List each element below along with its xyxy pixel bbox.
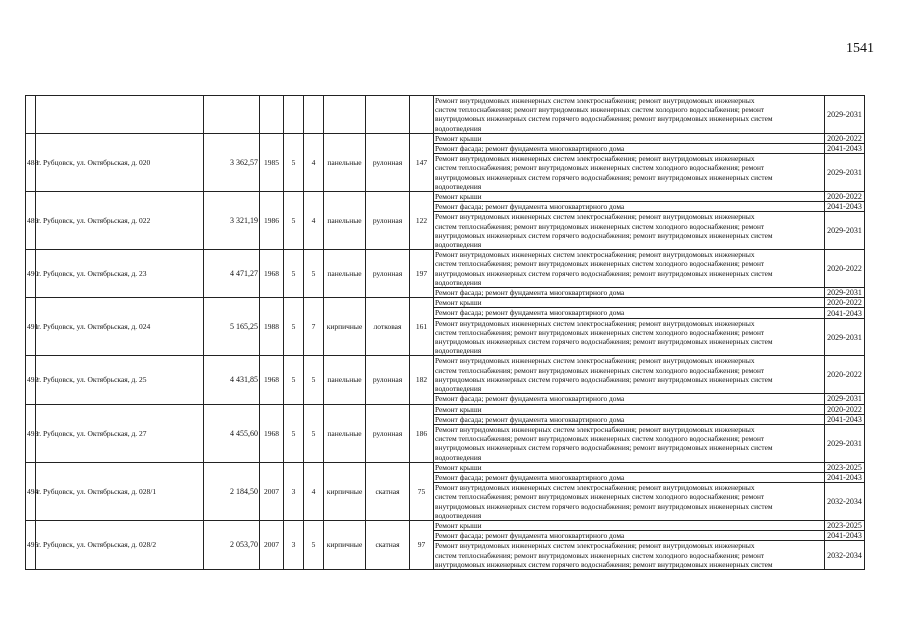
work-term: 2041-2043 xyxy=(825,414,865,424)
work-description xyxy=(434,318,825,356)
floors-cell: 5 xyxy=(284,404,304,462)
work-description xyxy=(434,404,825,414)
wall-material-cell: панельные xyxy=(324,192,366,250)
work-line: систем теплоснабжения; ремонт внутридомовых инженерных систем холодного водоснабжения; ремонт xyxy=(435,365,765,375)
floors-cell: 5 xyxy=(284,192,304,250)
work-term: 2041-2043 xyxy=(825,308,865,318)
page-number: 1541 xyxy=(846,41,874,56)
table-row xyxy=(26,404,865,414)
work-term: 2029-2031 xyxy=(825,154,865,192)
work-term: 2020-2022 xyxy=(825,298,865,308)
empty-cell xyxy=(284,96,304,134)
area-cell: 5 165,25 xyxy=(204,298,260,356)
work-line: Ремонт фасада; ремонт фундамента многоквартирного дома xyxy=(435,531,625,541)
work-description xyxy=(434,472,825,482)
work-description xyxy=(434,192,825,202)
work-line: Ремонт фасада; ремонт фундамента многоквартирного дома xyxy=(435,288,625,298)
entrances-cell: 5 xyxy=(304,356,324,404)
roof-type-cell: рулонная xyxy=(366,133,410,191)
work-description xyxy=(434,520,825,530)
work-line: систем теплоснабжения; ремонт внутридомовых инженерных систем холодного водоснабжения; ремонт xyxy=(435,550,765,560)
work-line: Ремонт внутридомовых инженерных систем электроснабжения; ремонт внутридомовых инженерных xyxy=(435,424,755,434)
wall-material-cell: кирпичные xyxy=(324,462,366,520)
area-cell: 2 184,50 xyxy=(204,462,260,520)
work-description xyxy=(434,133,825,143)
work-description xyxy=(434,202,825,212)
work-term: 2041-2043 xyxy=(825,472,865,482)
work-term: 2029-2031 xyxy=(825,424,865,462)
work-line: Ремонт внутридомовых инженерных систем электроснабжения; ремонт внутридомовых инженерных xyxy=(435,318,755,328)
roof-type-cell: рулонная xyxy=(366,404,410,462)
row-number: 494 xyxy=(26,462,36,520)
entrances-cell: 5 xyxy=(304,404,324,462)
address-cell: г. Рубцовск, ул. Октябрьская, д. 022 xyxy=(36,192,204,250)
floors-cell: 5 xyxy=(284,356,304,404)
work-description xyxy=(434,356,825,394)
work-term: 2023-2025 xyxy=(825,462,865,472)
year-cell: 1985 xyxy=(260,133,284,191)
wall-material-cell: кирпичные xyxy=(324,298,366,356)
work-line: Ремонт крыши xyxy=(435,404,482,414)
roof-type-cell: лотковая xyxy=(366,298,410,356)
work-line: водоотведения xyxy=(435,510,482,520)
wall-material-cell: кирпичные xyxy=(324,520,366,569)
work-description xyxy=(434,144,825,154)
work-term: 2029-2031 xyxy=(825,288,865,298)
work-term: 2032-2034 xyxy=(825,483,865,521)
wall-material-cell: панельные xyxy=(324,404,366,462)
work-line: Ремонт крыши xyxy=(435,133,482,143)
empty-cell xyxy=(204,96,260,134)
empty-cell xyxy=(366,96,410,134)
work-line: Ремонт внутридомовых инженерных систем электроснабжения; ремонт внутридомовых инженерных xyxy=(435,96,755,105)
year-cell: 2007 xyxy=(260,520,284,569)
address-cell: г. Рубцовск, ул. Октябрьская, д. 024 xyxy=(36,298,204,356)
residents-cell: 97 xyxy=(410,520,434,569)
work-line: внутридомовых инженерных систем горячего водоснабжения; ремонт внутридомовых инженерных систем xyxy=(435,172,773,182)
year-cell: 1968 xyxy=(260,250,284,298)
roof-type-cell: скатная xyxy=(366,462,410,520)
empty-cell xyxy=(324,96,366,134)
work-line: Ремонт крыши xyxy=(435,520,482,530)
year-cell: 2007 xyxy=(260,462,284,520)
table-row xyxy=(26,133,865,143)
table-row xyxy=(26,250,865,288)
table-row xyxy=(26,96,865,134)
work-line: Ремонт крыши xyxy=(435,192,482,202)
work-description xyxy=(434,212,825,250)
work-description xyxy=(434,298,825,308)
wall-material-cell: панельные xyxy=(324,250,366,298)
work-line: систем теплоснабжения; ремонт внутридомовых инженерных систем холодного водоснабжения; ремонт xyxy=(435,105,765,115)
row-number: 495 xyxy=(26,520,36,569)
empty-cell xyxy=(26,96,36,134)
address-cell: г. Рубцовск, ул. Октябрьская, д. 028/2 xyxy=(36,520,204,569)
row-number: 490 xyxy=(26,250,36,298)
work-line: водоотведения xyxy=(435,277,482,287)
address-cell: г. Рубцовск, ул. Октябрьская, д. 27 xyxy=(36,404,204,462)
work-line: Ремонт крыши xyxy=(435,298,482,308)
wall-material-cell: панельные xyxy=(324,133,366,191)
work-description xyxy=(434,531,825,541)
work-term: 2020-2022 xyxy=(825,250,865,288)
work-line: Ремонт внутридомовых инженерных систем электроснабжения; ремонт внутридомовых инженерных xyxy=(435,250,755,260)
work-line: внутридомовых инженерных систем горячего водоснабжения; ремонт внутридомовых инженерных систем xyxy=(435,337,773,347)
work-line: Ремонт внутридомовых инженерных систем электроснабжения; ремонт внутридомовых инженерных xyxy=(435,356,755,366)
address-cell: г. Рубцовск, ул. Октябрьская, д. 020 xyxy=(36,133,204,191)
floors-cell: 5 xyxy=(284,250,304,298)
work-description xyxy=(434,288,825,298)
table-body xyxy=(26,96,865,570)
year-cell: 1988 xyxy=(260,298,284,356)
work-description xyxy=(434,424,825,462)
entrances-cell: 7 xyxy=(304,298,324,356)
work-term: 2029-2031 xyxy=(825,394,865,404)
residents-cell: 197 xyxy=(410,250,434,298)
work-line: внутридомовых инженерных систем горячего водоснабжения; ремонт внутридомовых инженерных систем xyxy=(435,268,773,278)
work-line: систем теплоснабжения; ремонт внутридомовых инженерных систем холодного водоснабжения; ремонт xyxy=(435,327,765,337)
work-term: 2041-2043 xyxy=(825,202,865,212)
work-description xyxy=(434,483,825,521)
roof-type-cell: скатная xyxy=(366,520,410,569)
residents-cell: 161 xyxy=(410,298,434,356)
table-row xyxy=(26,356,865,394)
table-row xyxy=(26,298,865,308)
roof-type-cell: рулонная xyxy=(366,192,410,250)
residents-cell: 182 xyxy=(410,356,434,404)
work-description xyxy=(434,414,825,424)
work-line: внутридомовых инженерных систем горячего водоснабжения; ремонт внутридомовых инженерных систем xyxy=(435,559,773,569)
entrances-cell: 5 xyxy=(304,520,324,569)
row-number: 491 xyxy=(26,298,36,356)
work-term: 2032-2034 xyxy=(825,541,865,570)
entrances-cell: 4 xyxy=(304,133,324,191)
entrances-cell: 5 xyxy=(304,250,324,298)
work-line: Ремонт внутридомовых инженерных систем электроснабжения; ремонт внутридомовых инженерных xyxy=(435,154,755,164)
work-line: Ремонт внутридомовых инженерных систем электроснабжения; ремонт внутридомовых инженерных xyxy=(435,212,755,222)
wall-material-cell: панельные xyxy=(324,356,366,404)
work-line: Ремонт фасада; ремонт фундамента многоквартирного дома xyxy=(435,144,625,154)
table-row xyxy=(26,462,865,472)
work-line: водоотведения xyxy=(435,240,482,250)
work-line: внутридомовых инженерных систем горячего водоснабжения; ремонт внутридомовых инженерных систем xyxy=(435,443,773,453)
work-line: внутридомовых инженерных систем горячего водоснабжения; ремонт внутридомовых инженерных систем xyxy=(435,230,773,240)
empty-cell xyxy=(410,96,434,134)
work-term: 2029-2031 xyxy=(825,318,865,356)
work-line: систем теплоснабжения; ремонт внутридомовых инженерных систем холодного водоснабжения; ремонт xyxy=(435,259,765,269)
work-term: 2041-2043 xyxy=(825,531,865,541)
work-description xyxy=(434,250,825,288)
roof-type-cell: рулонная xyxy=(366,250,410,298)
work-term: 2041-2043 xyxy=(825,144,865,154)
work-description xyxy=(434,541,825,570)
row-number: 489 xyxy=(26,192,36,250)
row-number: 492 xyxy=(26,356,36,404)
floors-cell: 5 xyxy=(284,133,304,191)
floors-cell: 3 xyxy=(284,520,304,569)
address-cell: г. Рубцовск, ул. Октябрьская, д. 23 xyxy=(36,250,204,298)
work-description xyxy=(434,462,825,472)
work-line: Ремонт крыши xyxy=(435,462,482,472)
work-line: систем теплоснабжения; ремонт внутридомовых инженерных систем холодного водоснабжения; ремонт xyxy=(435,492,765,502)
work-term: 2020-2022 xyxy=(825,133,865,143)
row-number: 488 xyxy=(26,133,36,191)
work-line: Ремонт фасада; ремонт фундамента многоквартирного дома xyxy=(435,472,625,482)
empty-cell xyxy=(260,96,284,134)
area-cell: 3 362,57 xyxy=(204,133,260,191)
work-line: внутридомовых инженерных систем горячего водоснабжения; ремонт внутридомовых инженерных систем xyxy=(435,374,773,384)
table-row xyxy=(26,520,865,530)
work-line: систем теплоснабжения; ремонт внутридомовых инженерных систем холодного водоснабжения; ремонт xyxy=(435,434,765,444)
work-description xyxy=(434,394,825,404)
year-cell: 1986 xyxy=(260,192,284,250)
residents-cell: 122 xyxy=(410,192,434,250)
work-term: 2020-2022 xyxy=(825,356,865,394)
work-line: Ремонт фасада; ремонт фундамента многоквартирного дома xyxy=(435,414,625,424)
work-description xyxy=(434,96,825,134)
floors-cell: 5 xyxy=(284,298,304,356)
empty-cell xyxy=(304,96,324,134)
area-cell: 4 455,60 xyxy=(204,404,260,462)
work-term: 2029-2031 xyxy=(825,212,865,250)
year-cell: 1968 xyxy=(260,404,284,462)
empty-cell xyxy=(36,96,204,134)
work-description xyxy=(434,154,825,192)
work-line: водоотведения xyxy=(435,346,482,356)
work-line: водоотведения xyxy=(435,181,482,191)
work-term: 2023-2025 xyxy=(825,520,865,530)
work-line: водоотведения xyxy=(435,123,482,133)
work-description xyxy=(434,308,825,318)
work-line: Ремонт фасада; ремонт фундамента многоквартирного дома xyxy=(435,202,625,212)
address-cell: г. Рубцовск, ул. Октябрьская, д. 25 xyxy=(36,356,204,404)
work-term: 2029-2031 xyxy=(825,96,865,134)
work-line: внутридомовых инженерных систем горячего водоснабжения; ремонт внутридомовых инженерных систем xyxy=(435,501,773,511)
table-row xyxy=(26,192,865,202)
repair-schedule-table xyxy=(25,95,865,570)
residents-cell: 147 xyxy=(410,133,434,191)
entrances-cell: 4 xyxy=(304,462,324,520)
row-number: 493 xyxy=(26,404,36,462)
work-term: 2020-2022 xyxy=(825,192,865,202)
floors-cell: 3 xyxy=(284,462,304,520)
work-line: систем теплоснабжения; ремонт внутридомовых инженерных систем холодного водоснабжения; ремонт xyxy=(435,221,765,231)
area-cell: 4 431,85 xyxy=(204,356,260,404)
work-line: Ремонт фасада; ремонт фундамента многоквартирного дома xyxy=(435,308,625,318)
entrances-cell: 4 xyxy=(304,192,324,250)
area-cell: 3 321,19 xyxy=(204,192,260,250)
work-line: Ремонт внутридомовых инженерных систем электроснабжения; ремонт внутридомовых инженерных xyxy=(435,483,755,493)
address-cell: г. Рубцовск, ул. Октябрьская, д. 028/1 xyxy=(36,462,204,520)
work-term: 2020-2022 xyxy=(825,404,865,414)
year-cell: 1968 xyxy=(260,356,284,404)
work-line: систем теплоснабжения; ремонт внутридомовых инженерных систем холодного водоснабжения; ремонт xyxy=(435,163,765,173)
residents-cell: 75 xyxy=(410,462,434,520)
area-cell: 2 053,70 xyxy=(204,520,260,569)
roof-type-cell: рулонная xyxy=(366,356,410,404)
work-line: внутридомовых инженерных систем горячего водоснабжения; ремонт внутридомовых инженерных систем xyxy=(435,114,773,124)
work-line: водоотведения xyxy=(435,452,482,462)
work-line: Ремонт внутридомовых инженерных систем электроснабжения; ремонт внутридомовых инженерных xyxy=(435,541,755,551)
area-cell: 4 471,27 xyxy=(204,250,260,298)
residents-cell: 186 xyxy=(410,404,434,462)
work-line: водоотведения xyxy=(435,384,482,394)
work-line: Ремонт фасада; ремонт фундамента многоквартирного дома xyxy=(435,394,625,404)
